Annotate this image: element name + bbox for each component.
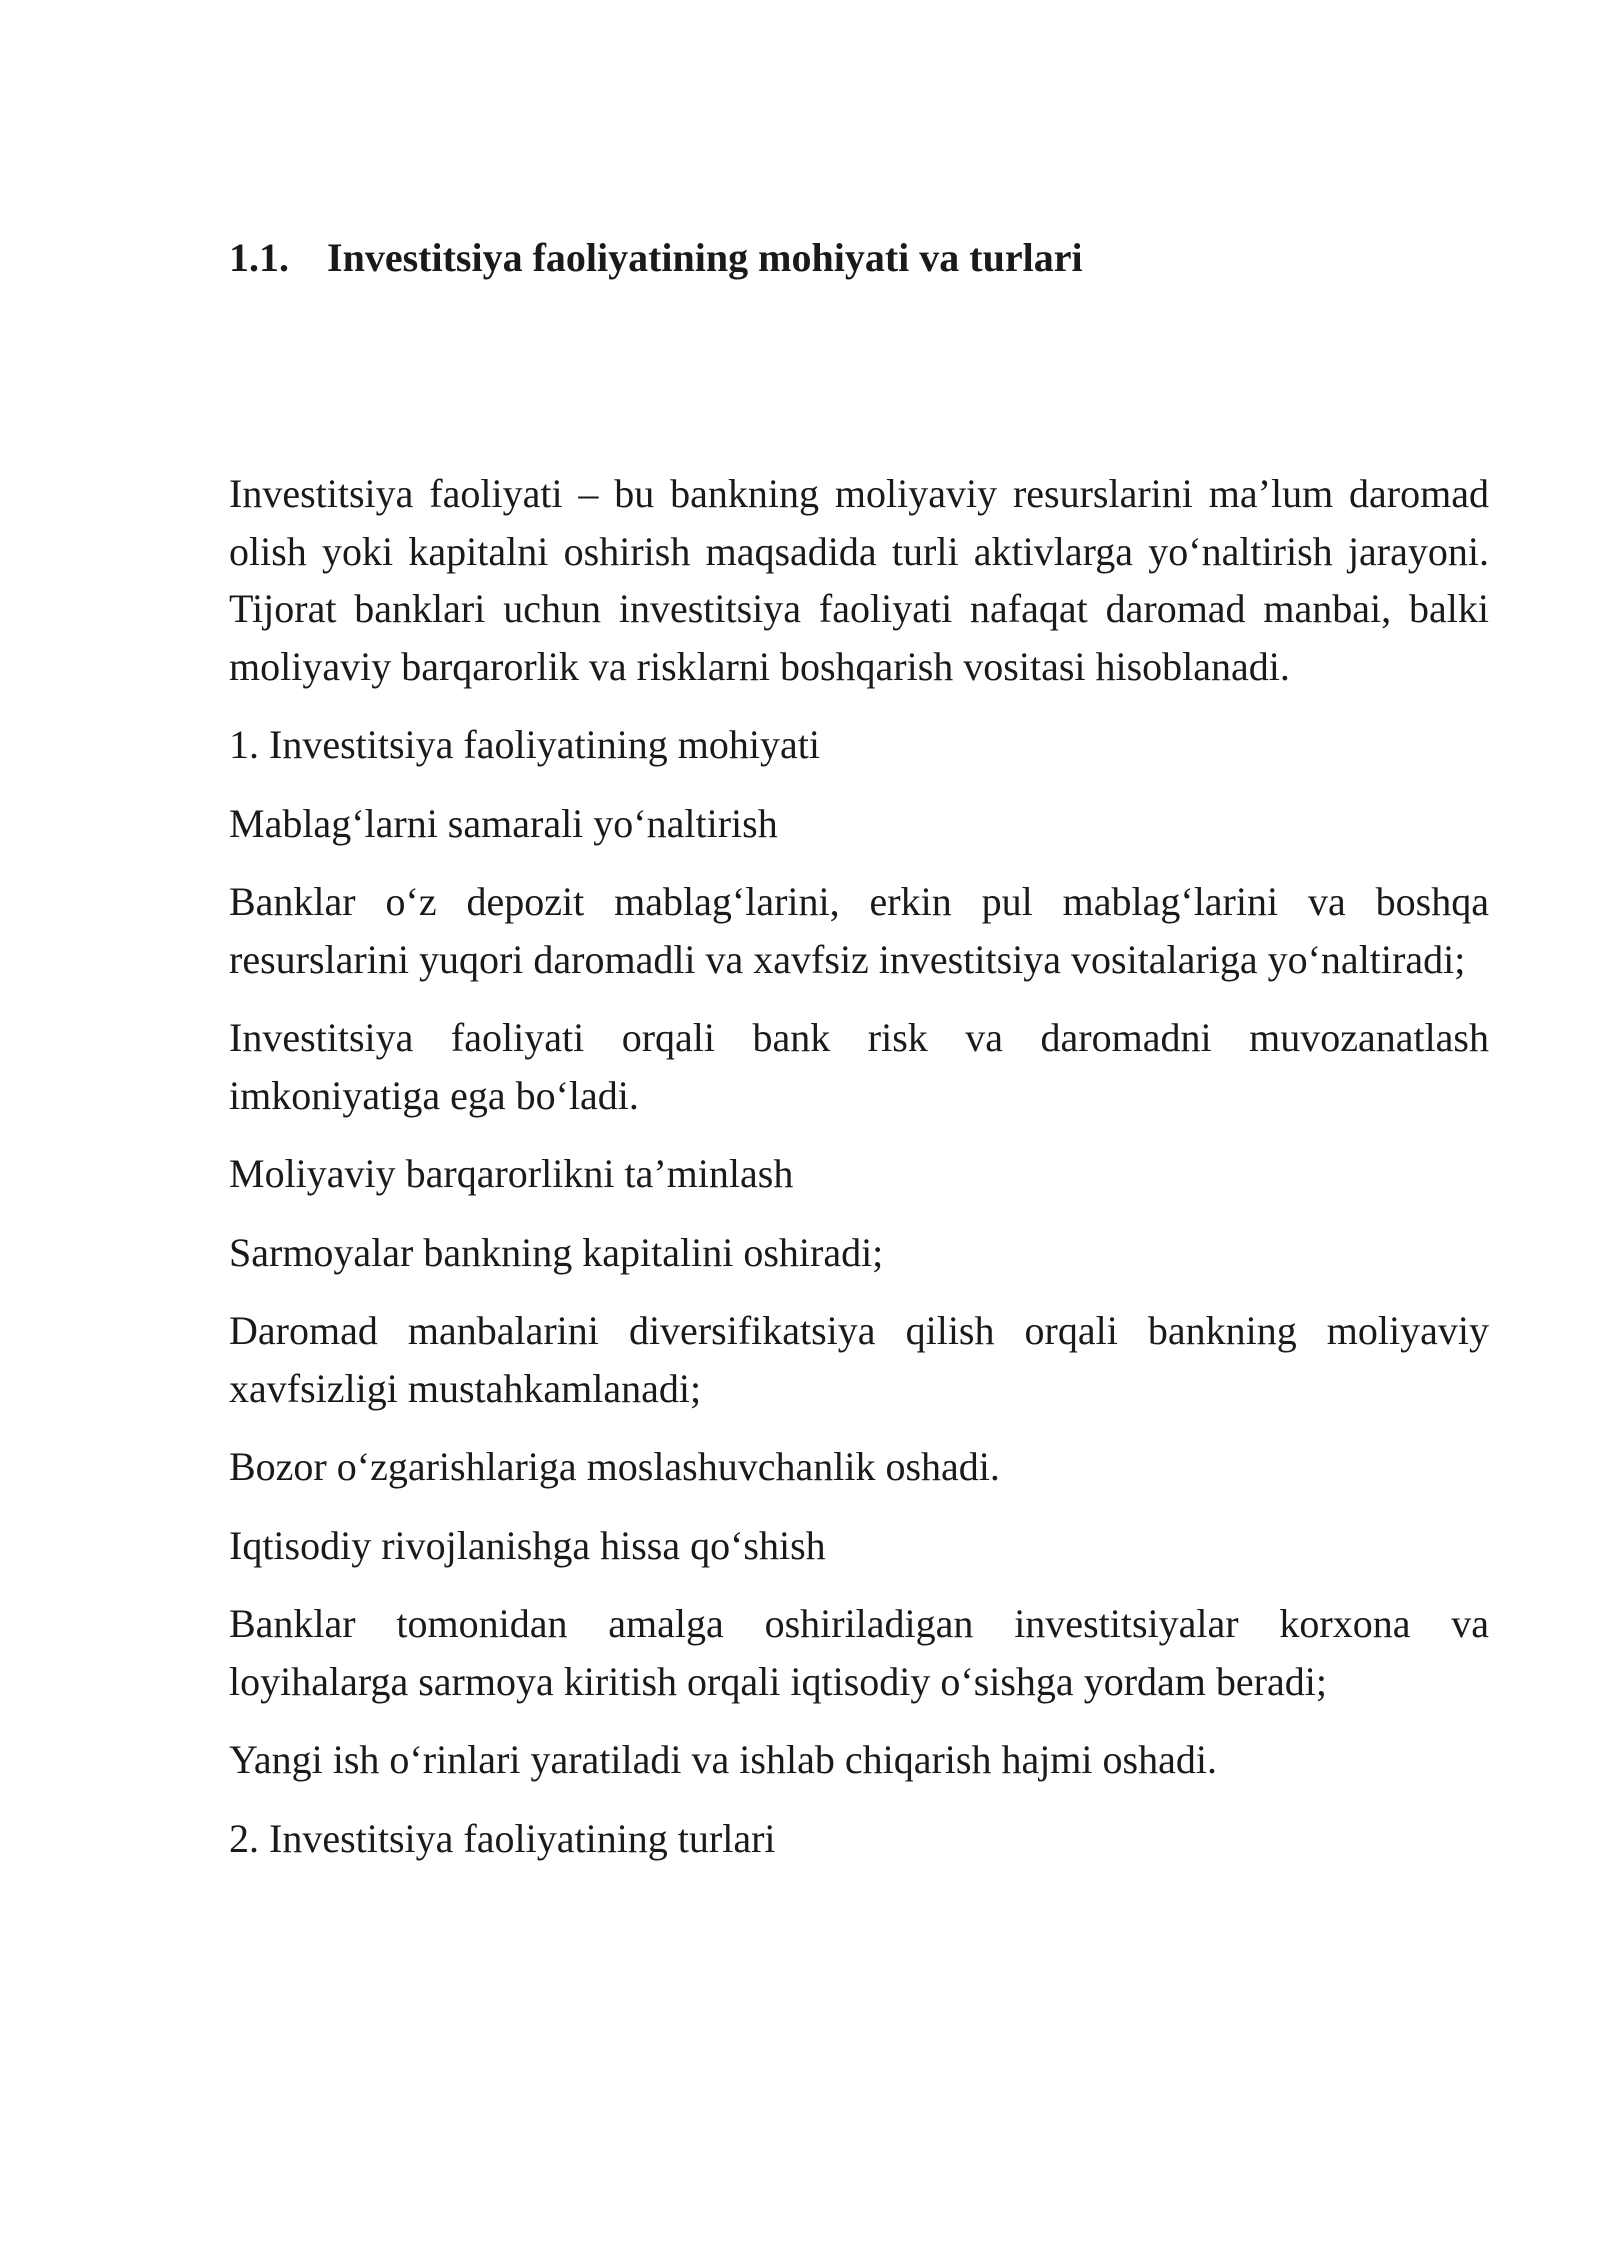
body-paragraph: Investitsiya faoliyati orqali bank risk va daromadni muvozanatlash imkoniyatiga ega bo‘ladi.	[229, 1015, 1489, 1118]
topic-heading: Moliyaviy barqarorlikni ta’minlash	[229, 1151, 794, 1196]
section-number: 1.1.	[229, 235, 289, 280]
subsection-title-types: 2. Investitsiya faoliyatining turlari	[229, 1815, 776, 1861]
body-paragraph: Daromad manbalarini diversifikatsiya qilish orqali bankning moliyaviy xavfsizligi mustahkamlanadi;	[229, 1308, 1489, 1411]
body-paragraph: Sarmoyalar bankning kapitalini oshiradi;	[229, 1229, 884, 1275]
body-paragraph: Banklar tomonidan amalga oshiriladigan investitsiyalar korxona va loyihalarga sarmoya kiritish orqali iqtisodiy o‘sishga yordam beradi;	[229, 1601, 1489, 1704]
subsection-title-essence: 1. Investitsiya faoliyatining mohiyati	[229, 722, 821, 767]
topic-heading: Mablag‘larni samarali yo‘naltirish	[229, 800, 778, 846]
document-body	[229, 465, 1489, 1888]
body-paragraph: Banklar o‘z depozit mablag‘larini, erkin pul mablag‘larini va boshqa resurslarini yuqori daromadli va xavfsiz investitsiya vositalariga yo‘naltiradi;	[229, 879, 1489, 982]
section-heading	[229, 230, 1489, 286]
body-paragraph: Bozor o‘zgarishlariga moslashuvchanlik oshadi.	[229, 1444, 1000, 1489]
section-title: Investitsiya faoliyatining mohiyati va turlari	[327, 235, 1083, 280]
topic-heading: Iqtisodiy rivojlanishga hissa qo‘shish	[229, 1522, 826, 1568]
intro-paragraph: Investitsiya faoliyati – bu bankning moliyaviy resurslarini ma’lum daromad olish yoki kapitalni oshirish maqsadida turli aktivlarga yo‘naltirish jarayoni. Tijorat banklari uchun investitsiya faoliyati nafaqat daromad manbai, balki moliyaviy barqarorlik va risklarni boshqarish vositasi hisoblanadi.	[229, 471, 1489, 689]
body-paragraph: Yangi ish o‘rinlari yaratiladi va ishlab chiqarish hajmi oshadi.	[229, 1737, 1217, 1782]
